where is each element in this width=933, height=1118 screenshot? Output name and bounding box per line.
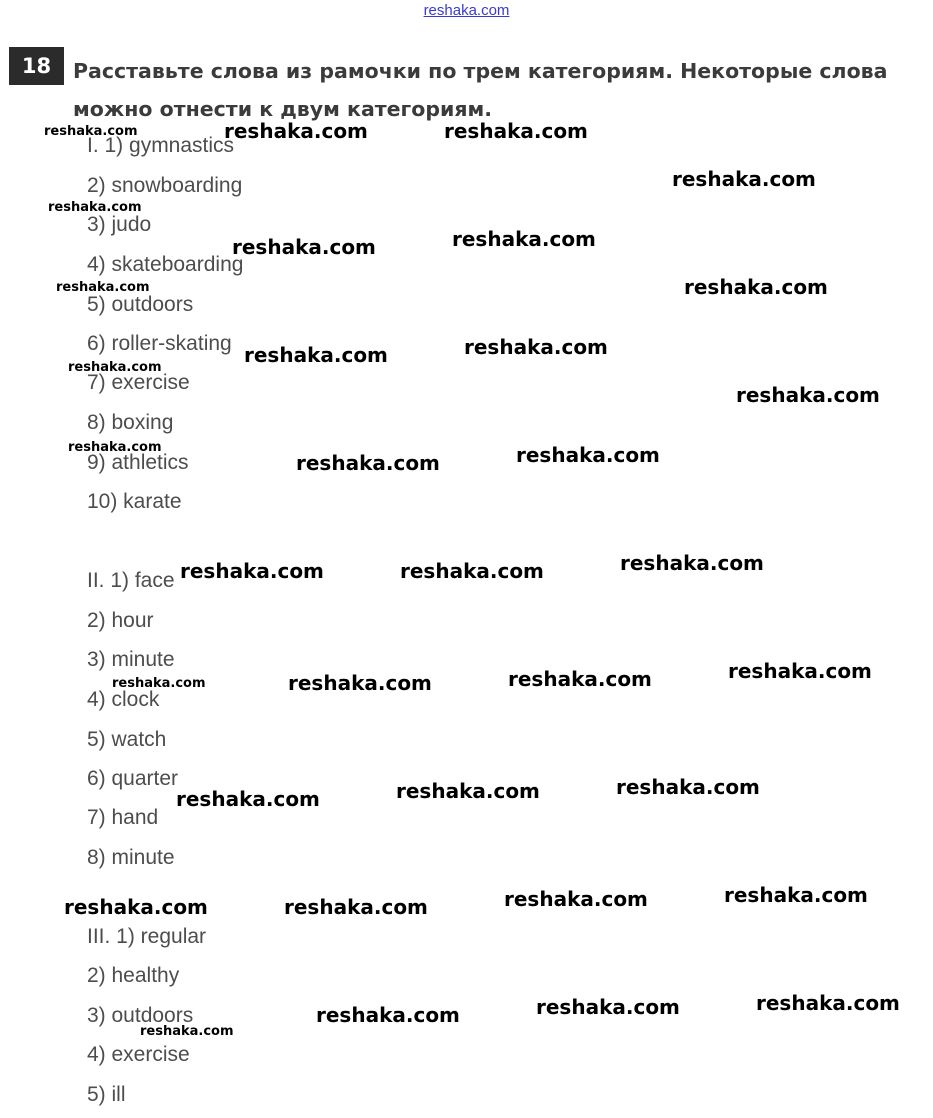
watermark: reshaka.com bbox=[68, 360, 162, 375]
watermark: reshaka.com bbox=[284, 895, 428, 919]
list-item: 6) roller-skating bbox=[87, 332, 232, 355]
watermark: reshaka.com bbox=[616, 775, 760, 799]
list-item: 4) clock bbox=[87, 688, 160, 711]
watermark: reshaka.com bbox=[68, 440, 162, 455]
watermark: reshaka.com bbox=[452, 227, 596, 251]
list-item: I. 1) gymnastics bbox=[87, 134, 235, 157]
list-item: 5) outdoors bbox=[87, 293, 194, 316]
watermark: reshaka.com bbox=[504, 887, 648, 911]
watermark: reshaka.com bbox=[140, 1024, 234, 1039]
list-item: II. 1) face bbox=[87, 569, 175, 592]
list-item: 2) healthy bbox=[87, 964, 180, 987]
list-item: 9) athletics bbox=[87, 451, 189, 474]
watermark: reshaka.com bbox=[620, 551, 764, 575]
list-item: III. 1) regular bbox=[87, 925, 207, 948]
watermark: reshaka.com bbox=[56, 280, 150, 295]
watermark: reshaka.com bbox=[180, 559, 324, 583]
list-item: 2) snowboarding bbox=[87, 174, 243, 197]
watermark: reshaka.com bbox=[756, 991, 900, 1015]
list-item: 3) judo bbox=[87, 213, 152, 236]
watermark: reshaka.com bbox=[224, 119, 368, 143]
list-item: 10) karate bbox=[87, 490, 182, 513]
watermark: reshaka.com bbox=[244, 343, 388, 367]
site-link[interactable]: reshaka.com bbox=[423, 2, 510, 19]
list-item: 3) outdoors bbox=[87, 1004, 194, 1027]
watermark: reshaka.com bbox=[396, 779, 540, 803]
watermark: reshaka.com bbox=[112, 676, 206, 691]
watermark: reshaka.com bbox=[736, 383, 880, 407]
watermark: reshaka.com bbox=[536, 995, 680, 1019]
list-item: 2) hour bbox=[87, 609, 154, 632]
watermark: reshaka.com bbox=[288, 671, 432, 695]
list-item: 8) boxing bbox=[87, 411, 174, 434]
list-item: 3) minute bbox=[87, 648, 175, 671]
list-item: 6) quarter bbox=[87, 767, 179, 790]
list-item: 7) exercise bbox=[87, 371, 190, 394]
watermark: reshaka.com bbox=[48, 200, 142, 215]
list-item: 8) minute bbox=[87, 846, 175, 869]
watermark: reshaka.com bbox=[672, 167, 816, 191]
watermark: reshaka.com bbox=[296, 451, 440, 475]
watermark: reshaka.com bbox=[724, 883, 868, 907]
watermark: reshaka.com bbox=[508, 667, 652, 691]
watermark: reshaka.com bbox=[64, 895, 208, 919]
watermark: reshaka.com bbox=[176, 787, 320, 811]
watermark: reshaka.com bbox=[464, 335, 608, 359]
watermark: reshaka.com bbox=[684, 275, 828, 299]
task-number-badge: 18 bbox=[9, 47, 64, 85]
list-item: 5) watch bbox=[87, 728, 167, 751]
watermark: reshaka.com bbox=[516, 443, 660, 467]
list-item: 5) ill bbox=[87, 1083, 126, 1106]
task-instruction: Расставьте слова из рамочки по трем категориям. Некоторые слова можно отнести к двум категориям. bbox=[73, 59, 888, 121]
watermark: reshaka.com bbox=[400, 559, 544, 583]
watermark: reshaka.com bbox=[444, 119, 588, 143]
list-item: 7) hand bbox=[87, 806, 159, 829]
watermark: reshaka.com bbox=[316, 1003, 460, 1027]
list-item: 4) exercise bbox=[87, 1043, 190, 1066]
list-item: 4) skateboarding bbox=[87, 253, 244, 276]
watermark: reshaka.com bbox=[44, 124, 138, 139]
watermark: reshaka.com bbox=[232, 235, 376, 259]
watermark: reshaka.com bbox=[728, 659, 872, 683]
